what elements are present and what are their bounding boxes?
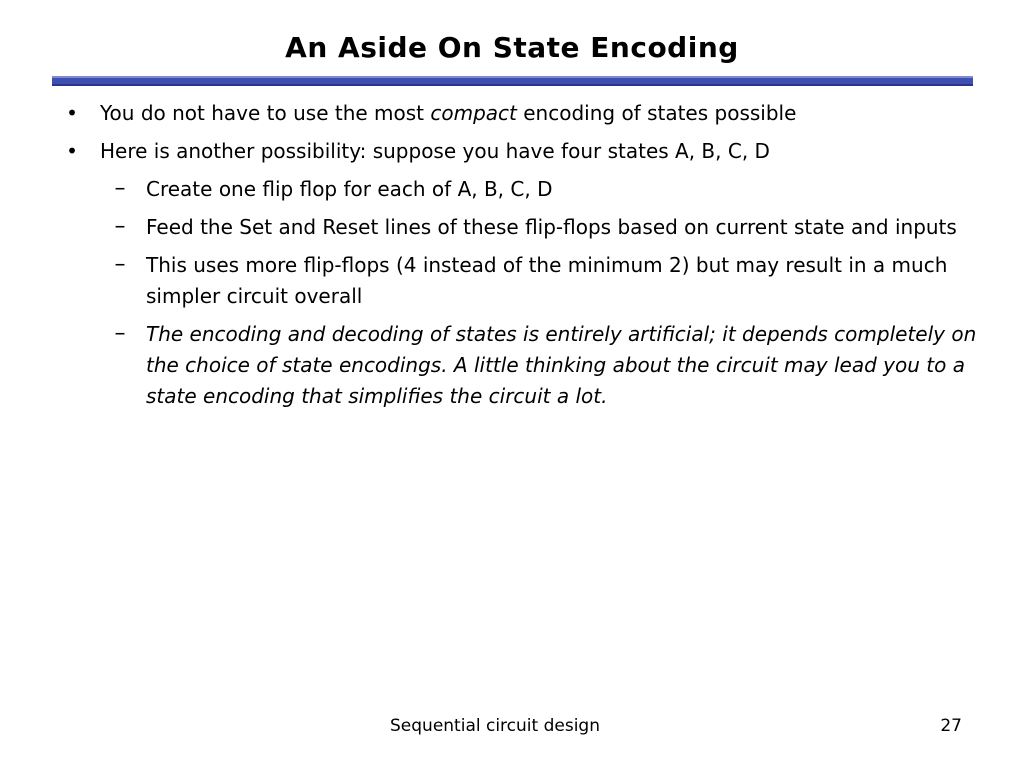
bullet-dot-icon: • bbox=[66, 139, 78, 163]
subbullet-item bbox=[62, 174, 982, 205]
subbullet-item bbox=[62, 250, 982, 312]
bullet-item bbox=[62, 98, 982, 129]
footer-label: Sequential circuit design bbox=[390, 716, 600, 736]
slide-body bbox=[62, 98, 982, 419]
subbullet-text: This uses more flip-flops (4 instead of the minimum 2) but may result in a much simpler circuit overall bbox=[146, 253, 948, 308]
dash-icon: – bbox=[114, 252, 126, 277]
bullet-text: Here is another possibility: suppose you have four states A, B, C, D bbox=[100, 139, 770, 163]
bullet-text-end: encoding of states possible bbox=[516, 101, 797, 125]
subbullet-text: Create one flip flop for each of A, B, C, D bbox=[146, 177, 553, 201]
bullet-text-emphasis: compact bbox=[430, 101, 517, 125]
page-number: 27 bbox=[940, 716, 962, 736]
dash-icon: – bbox=[114, 176, 126, 201]
subbullet-item bbox=[62, 212, 982, 243]
subbullet-item bbox=[62, 319, 982, 412]
bullet-dot-icon: • bbox=[66, 101, 78, 125]
subbullet-text: The encoding and decoding of states is entirely artificial; it depends completely on the choice of state encodings. A little thinking about the circuit may lead you to a state encoding that simplifies the circuit a lot. bbox=[146, 322, 977, 408]
bullet-item bbox=[62, 136, 982, 167]
slide-title: An Aside On State Encoding bbox=[285, 31, 739, 64]
dash-icon: – bbox=[114, 214, 126, 239]
title-divider bbox=[52, 76, 973, 86]
subbullet-text: Feed the Set and Reset lines of these flip-flops based on current state and inputs bbox=[146, 215, 957, 239]
bullet-text-start: You do not have to use the most bbox=[100, 101, 431, 125]
dash-icon: – bbox=[114, 321, 126, 346]
